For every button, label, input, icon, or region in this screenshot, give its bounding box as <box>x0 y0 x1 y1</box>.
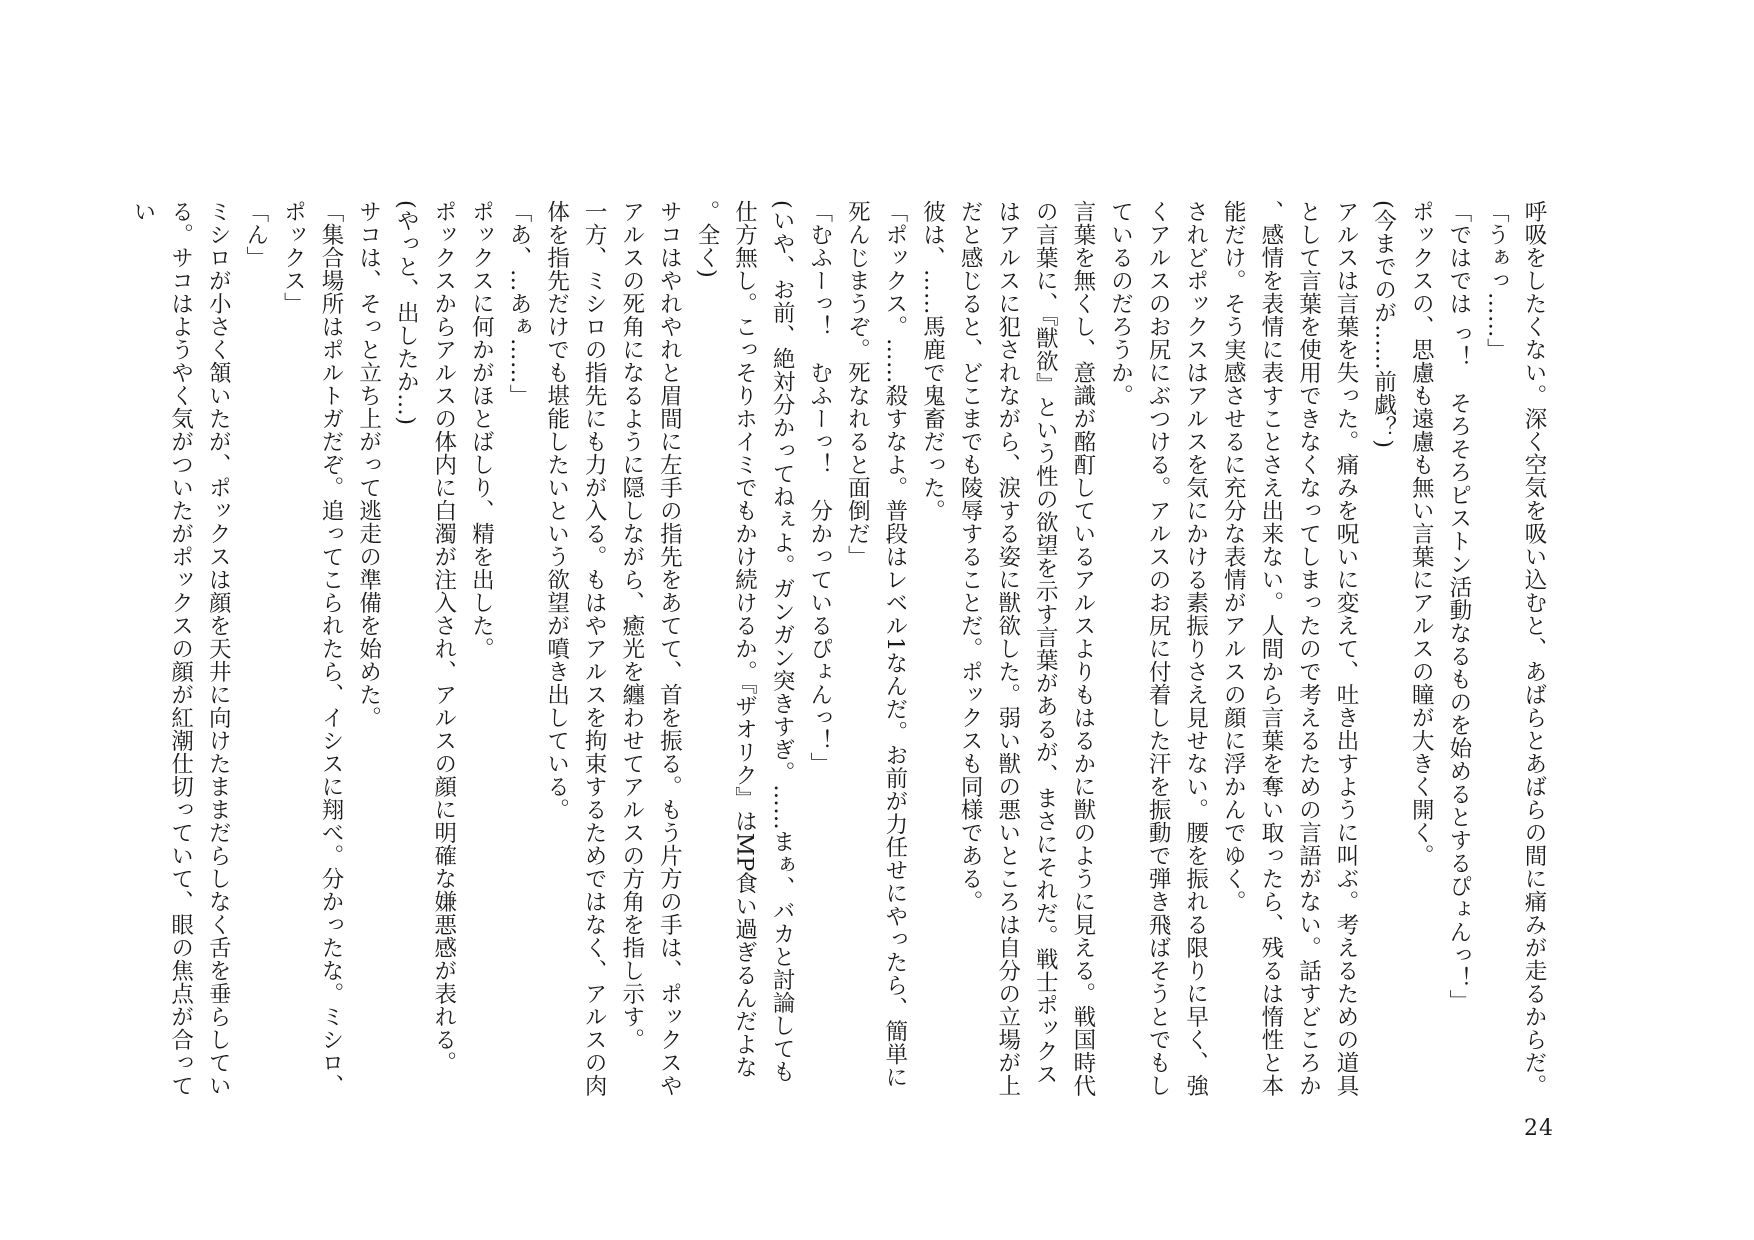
paragraph: ポックスの、思慮も遠慮も無い言葉にアルスの瞳が大きく開く。 <box>1408 200 1435 867</box>
paragraph: (やっと、出したか…) <box>393 200 420 426</box>
paragraph: されどポックスはアルスを気にかける素振りさえ見せない。腰を振れる限りに早く、強くアルスのお尻にぶつける。アルスのお尻に付着した汗を振動で弾き飛ばそうとでもしているのだろうか。 <box>1107 200 1209 1097</box>
paragraph: 「あ、…あぁ……」 <box>505 200 532 407</box>
paragraph: 一方、ミシロの指先にも力が入る。もはやアルスを拘束するためではなく、アルスの肉体を指先だけでも堪能したいという欲望が噴き出している。 <box>543 200 608 1097</box>
paragraph: 言葉を無くし、意識が酩酊しているアルスよりもはるかに獣のように見える。戦国時代の言葉に、『獣欲』という性の欲望を示す言葉があるが、まさにそれだ。戦士ポックスはアルスに犯されながら、涙する姿に獣欲した。弱い獣の悪いところは自分の立場が上だと感じると、どこまでも陵辱することだ。ポックスも同様である。 <box>957 200 1096 1097</box>
paragraph: ポックスに何かがほとばしり、精を出した。 <box>468 200 495 660</box>
paragraph: 彼は、……馬鹿で鬼畜だった。 <box>919 200 946 522</box>
paragraph: (今までのが……前戯？) <box>1370 200 1397 449</box>
paragraph: アルスは言葉を失った。痛みを呪いに変えて、吐き出すように叫ぶ。考えるための道具として言葉を使用できなくなってしまったので考えるための言語がない。話すどころか、感情を表情に表すことさえ出来ない。人間から言葉を奪い取ったら、残るは惰性と本能だけ。そう実感させるに充分な表情がアルスの顔に浮かんでゆく。 <box>1220 200 1360 1097</box>
paragraph: ポックスからアルスの体内に白濁が注入され、アルスの顔に明確な嫌悪感が表れる。 <box>430 200 457 1074</box>
paragraph: 「むふーっ！ むふーっ！ 分かっているぴょんっ！」 <box>806 200 833 775</box>
paragraph: サコはやれやれと眉間に左手の指先をあてて、首を振る。もう片方の手は、ポックスやアルスの死角になるように隠しながら、癒光を纏わせてアルスの方角を指し示す。 <box>618 200 683 1097</box>
paragraph: サコは、そっと立ち上がって逃走の準備を始めた。 <box>355 200 382 729</box>
paragraph: 「集合場所はポルトガだぞ。追ってこられたら、イシスに翔べ。分かったな。ミシロ、ポックス」 <box>280 200 344 1097</box>
paragraph: 呼吸をしたくない。深く空気を吸い込むと、あばらとあばらの間に痛みが走るからだ。 <box>1521 200 1547 1097</box>
paragraph: (いや、お前、絶対分かってねぇよ。ガンガン突きすぎ。……まぁ、バカと討論しても仕方無し。こっそりホイミでもかけ続けるか。『ザオリク』はMP食い過ぎるんだよな。全く) <box>693 200 796 1084</box>
paragraph: ミシロが小さく頷いたが、ポックスは顔を天井に向けたままだらしなく舌を垂らしている。サコはようやく気がついたがポックスの顔が紅潮仕切っていて、眼の焦点が合ってい <box>130 200 232 1097</box>
paragraph: 「うぁっ……」 <box>1483 200 1510 361</box>
paragraph: 「ポックス。……殺すなよ。普段はレベル1なんだ。お前が力任せにやったら、簡単に死んじまうぞ。死なれると面倒だ」 <box>844 200 908 1089</box>
paragraph: 「ではでは っ！ そろそろピストン活動なるものを始めるとするぴょんっ！」 <box>1445 200 1472 1013</box>
page-number: 24 <box>1524 1116 1554 1141</box>
paragraph: 「ん」 <box>242 200 269 269</box>
vertical-text-body <box>123 200 1552 1100</box>
